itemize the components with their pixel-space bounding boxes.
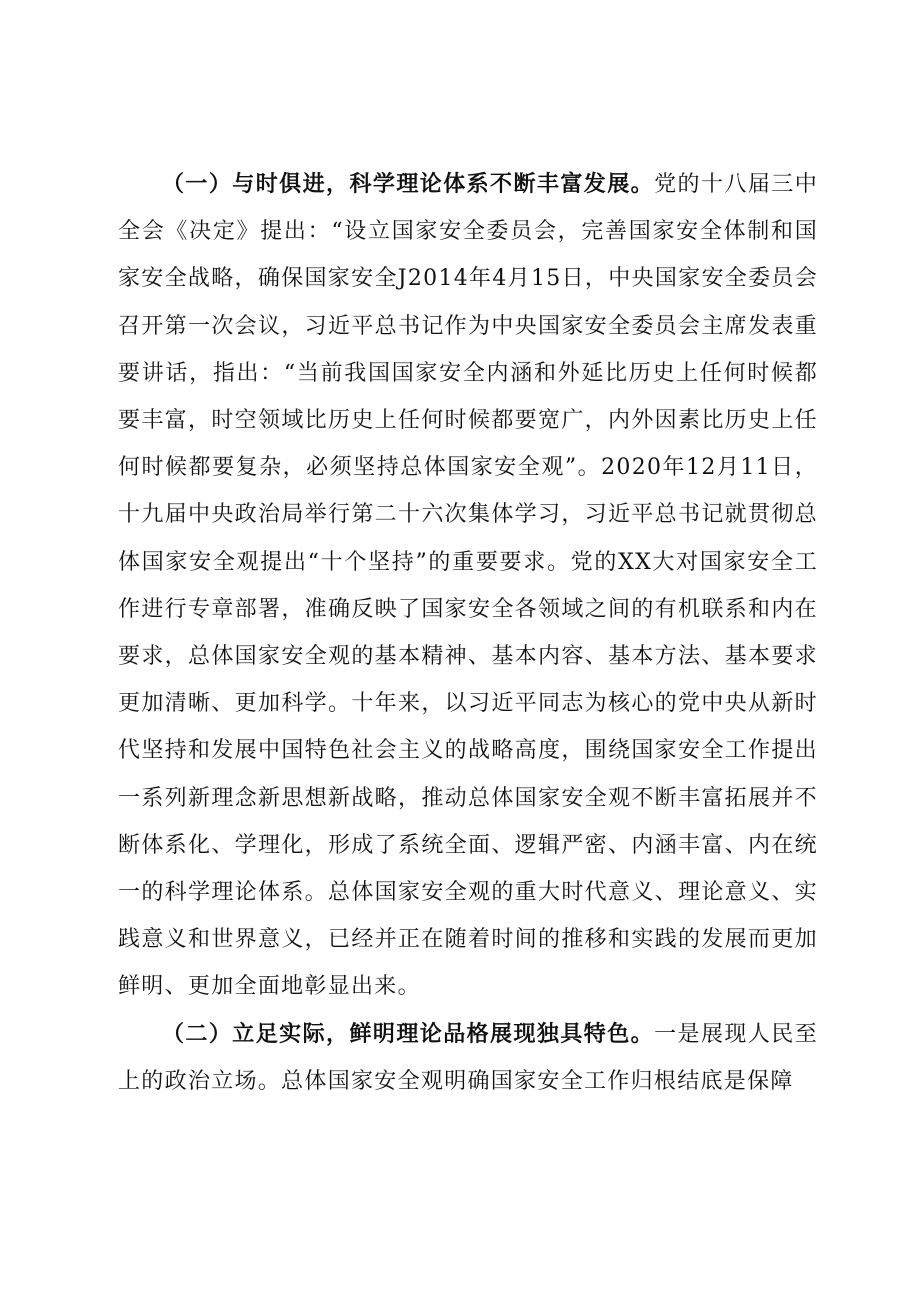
document-body: [118, 161, 818, 1105]
paragraph-1-text: 党的十八届三中全会《决定》提出：“设立国家安全委员会，完善国家安全体制和国家安全战略，确保国家安全J2014年4月15日，中央国家安全委员会召开第一次会议，习近平总书记作为中央国家安全委员会主席发表重要讲话，指出：“当前我国国家安全内涵和外延比历史上任何时候都要丰富，时空领域比历史上任何时候都要宽广，内外因素比历史上任何时候都要复杂，必须坚持总体国家安全观”。2020年12月11日，十九届中央政治局举行第二十六次集体学习，习近平总书记就贯彻总体国家安全观提出“十个坚持”的重要要求。党的XX大对国家安全工作进行专章部署，准确反映了国家安全各领域之间的有机联系和内在要求，总体国家安全观的基本精神、基本内容、基本方法、基本要求更加清晰、更加科学。十年来，以习近平同志为核心的党中央从新时代坚持和发展中国特色社会主义的战略高度，围绕国家安全工作提出一系列新理念新思想新战略，推动总体国家安全观不断丰富拓展并不断体系化、学理化，形成了系统全面、逻辑严密、内涵丰富、内在统一的科学理论体系。总体国家安全观的重大时代意义、理论意义、实践意义和世界意义，已经并正在随着时间的推移和实践的发展而更加鲜明、更加全面地彰显出来。: [118, 172, 818, 1000]
paragraph-2-heading: （二）立足实际，鲜明理论品格展现独具特色。: [162, 1020, 655, 1047]
paragraph-2: [118, 1011, 818, 1105]
paragraph-1-heading: （一）与时俱进，科学理论体系不断丰富发展。: [162, 171, 655, 197]
paragraph-2-text: 一是展现人民至上的政治立场。总体国家安全观明确国家安全工作归根结底是保障: [118, 1021, 818, 1094]
paragraph-1: [118, 161, 818, 1011]
